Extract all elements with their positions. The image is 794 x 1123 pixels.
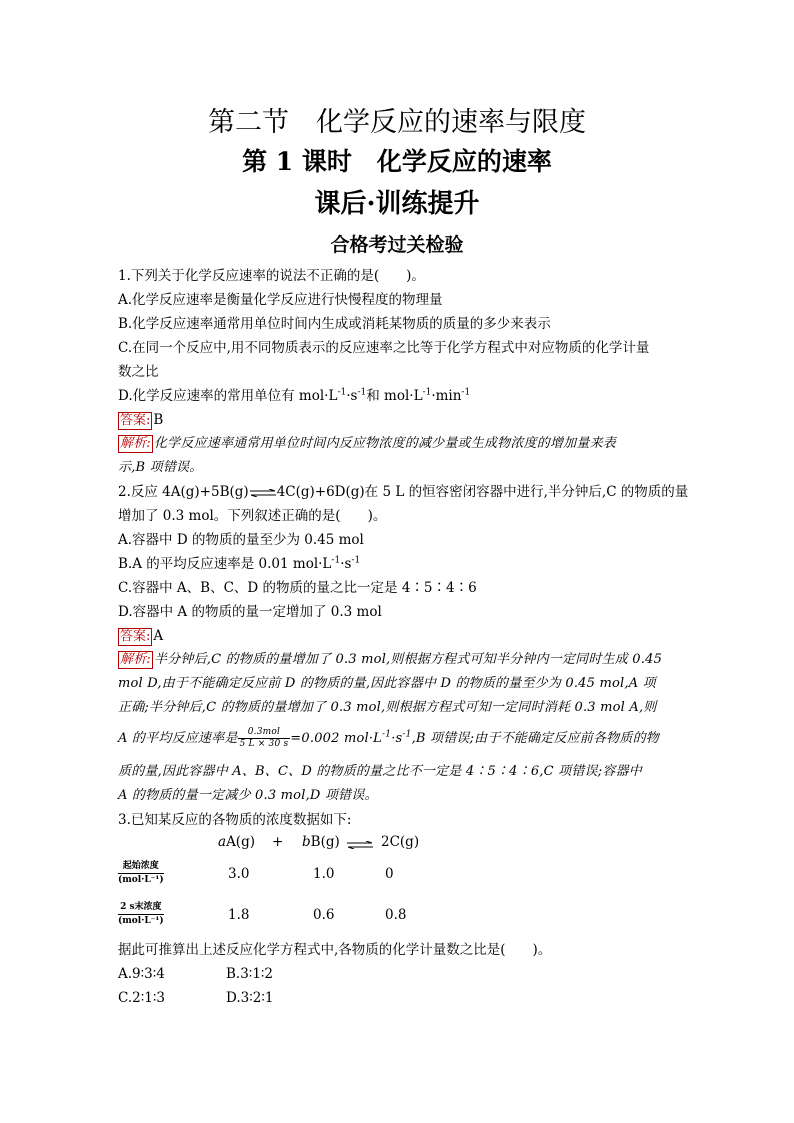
practice-title: 课后·训练提升 (314, 189, 480, 219)
q2-option-c: C.容器中 A、B、C、D 的物质的量之比一定是 4∶5∶4∶6 (118, 580, 477, 596)
q2-explanation-line1: 解析: 半分钟后,C 的物质的量增加了 0.3 mol,则根据方程式可知半分钟内一定同时生成 0.45 (120, 652, 663, 667)
q1-option-a: A.化学反应速率是衡量化学反应进行快慢程度的物理量 (118, 292, 443, 308)
q3-option-d: D.3∶2∶1 (226, 990, 274, 1006)
rate-fraction: $\frac{\text{0.3mol}}{5 L \times 30 s}$ (239, 727, 289, 749)
q1-explanation-line2: 示,B 项错误。 (118, 460, 203, 475)
q3-row1-c: 0 (385, 866, 394, 882)
q3-option-c: C.2∶1∶3 (118, 990, 165, 1006)
q3-row1-a: 3.0 (228, 866, 250, 882)
q2-stem-line1: 2.反应 4A(g)+5B(g) 4C(g)+6D(g)在 5 L 的恒容密闭容器中进行,半分钟后,C 的物质的量 (118, 484, 689, 500)
explanation-tag: 解析: (120, 652, 151, 667)
q1-option-b: B.化学反应速率通常用单位时间内生成或消耗某物质的质量的多少来表示 (118, 316, 551, 332)
q3-row2-c: 0.8 (385, 907, 407, 923)
q3-row1-b: 1.0 (313, 866, 335, 882)
section-title: 第二节 化学反应的速率与限度 (208, 107, 586, 138)
q3-eq-a: aA(g) (218, 834, 255, 850)
q3-option-a: A.9∶3∶4 (118, 966, 165, 982)
q2-option-b: B.A 的平均反应速率是 0.01 $mol\cdot L^{-1}\cdot s^{-1}$ (118, 555, 361, 572)
q2-explanation-line5: 质的量,因此容器中 A、B、C、D 的物质的量之比不一定是 4∶5∶4∶6,C 项错误;容器中 (118, 764, 642, 779)
q3-eq-plus: + (272, 834, 284, 850)
lesson-title: 第 1 课时 化学反应的速率 (242, 147, 552, 176)
q3-row2-label: 2 s末浓度 (mol·L⁻¹) (118, 902, 164, 926)
answer-tag: 答案: (120, 629, 151, 644)
q3-row1-label: 起始浓度 (mol·L⁻¹) (118, 861, 164, 885)
q2-option-a: A.容器中 D 的物质的量至少为 0.45 mol (118, 532, 364, 548)
answer-tag: 答案: (120, 413, 151, 428)
q3-row2-a: 1.8 (228, 907, 250, 923)
q2-option-d: D.容器中 A 的物质的量一定增加了 0.3 mol (118, 604, 382, 620)
q1-answer: 答案: B (120, 412, 164, 428)
q2-explanation-line6: A 的物质的量一定减少 0.3 mol,D 项错误。 (118, 788, 378, 803)
q1-option-c-line1: C.在同一个反应中,用不同物质表示的反应速率之比等于化学方程式中对应物质的化学计量 (118, 340, 650, 356)
level-title: 合格考过关检验 (330, 234, 464, 256)
q2-answer: 答案: A (120, 628, 164, 644)
q1-option-d: D.化学反应速率的常用单位有 $mol\cdot L^{-1}\cdot s^{-1}$和 $mol\cdot L^{-1}\cdot\min^{-1}$ (118, 387, 471, 404)
q1-stem: 1.下列关于化学反应速率的说法不正确的是( )。 (118, 268, 425, 284)
q2-explanation-line3: 正确;半分钟后,C 的物质的量增加了 0.3 mol,则根据方程式可知一定同时消耗 0.3 mol A,则 (118, 700, 657, 715)
q2-stem-line2: 增加了 0.3 mol。下列叙述正确的是( )。 (118, 508, 387, 524)
reversible-arrow-icon (249, 489, 277, 497)
q3-row2-b: 0.6 (313, 907, 335, 923)
q2-explanation-line2: mol D,由于不能确定反应前 D 的物质的量,因此容器中 D 的物质的量至少为 0.45 mol,A 项 (118, 676, 656, 691)
explanation-tag: 解析: (120, 436, 151, 451)
q3-eq-b: bB(g) (302, 834, 340, 850)
q3-stem-line2: 据此可推算出上述反应化学方程式中,各物质的化学计量数之比是( )。 (118, 942, 552, 958)
q1-option-c-line2: 数之比 (118, 364, 159, 380)
q3-stem: 3.已知某反应的各物质的浓度数据如下: (118, 812, 352, 828)
q3-option-b: B.3∶1∶2 (226, 966, 274, 982)
q3-reversible-arrow-icon (346, 841, 374, 849)
q1-explanation-line1: 解析: 化学反应速率通常用单位时间内反应物浓度的减少量或生成物浓度的增加量来表 (120, 436, 616, 451)
q3-eq-c: 2C(g) (381, 834, 420, 850)
q2-explanation-line4: A 的平均反应速率是 $\frac{\text{0.3mol}}{5 L \times 30 s}$ =0.002 $mol\cdot L^{-1}\cdot s^{-1},B$ 项错误;由于不能确定反应前各物质的物 (118, 727, 659, 749)
